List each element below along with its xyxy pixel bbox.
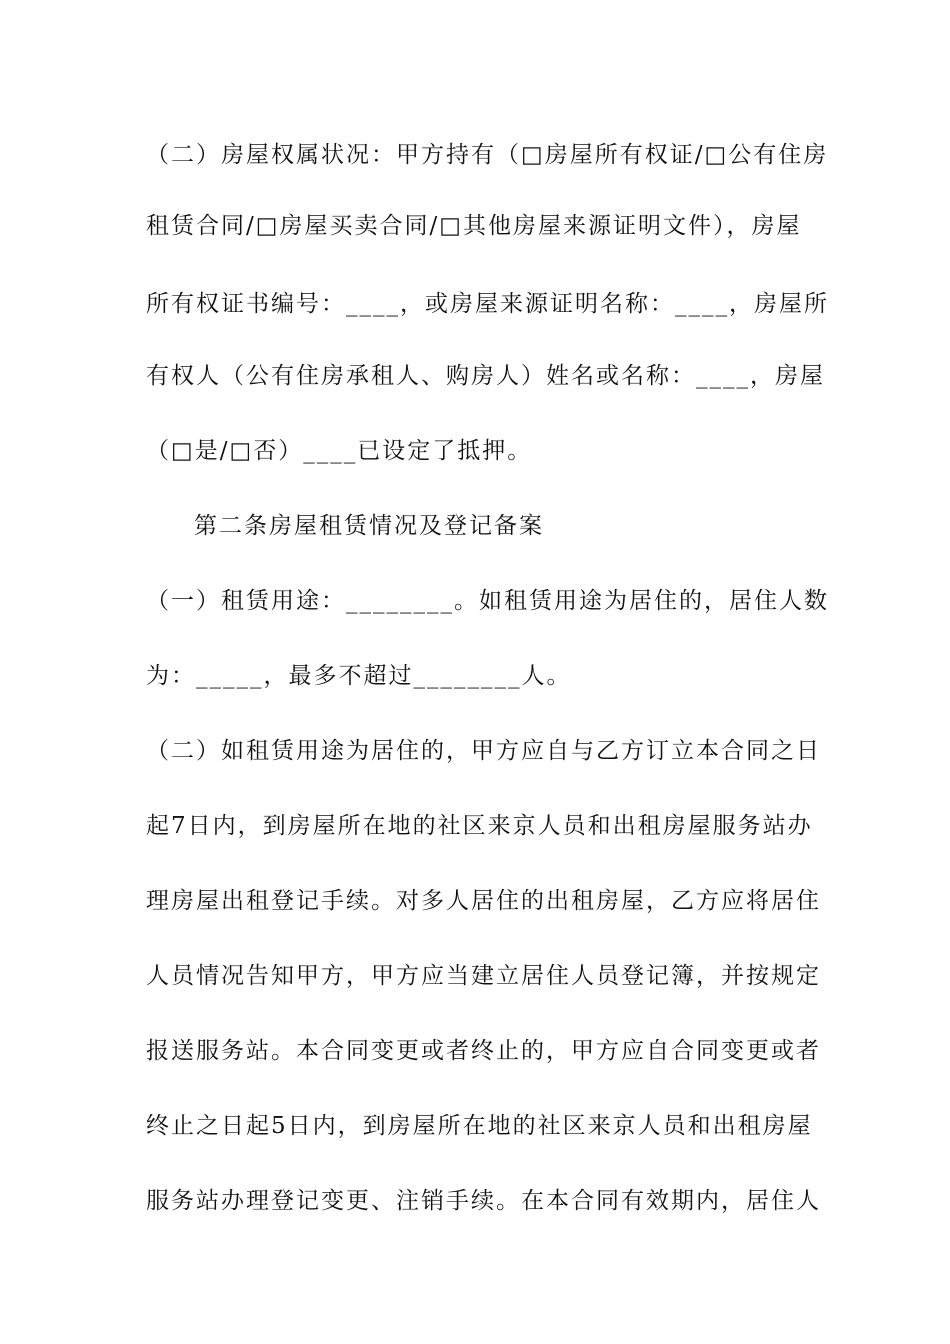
text-line-10: 起7日内，到房屋所在地的社区来京人员和出租房屋服务站办 — [146, 813, 813, 839]
text-line-13: 报送服务站。本合同变更或者终止的，甲方应自合同变更或者 — [146, 1038, 821, 1064]
text-line-14: 终止之日起5日内，到房屋所在地的社区来京人员和出租房屋 — [146, 1113, 813, 1139]
text-line-1: （二）房屋权属状况：甲方持有（□房屋所有权证/□公有住房 — [146, 142, 829, 168]
text-line-7: （一）租赁用途：________。如租赁用途为居住的，居住人数 — [146, 588, 829, 614]
text-line-12: 人员情况告知甲方，甲方应当建立居住人员登记簿，并按规定 — [146, 963, 821, 989]
text-line-11: 理房屋出租登记手续。对多人居住的出租房屋，乙方应将居住 — [146, 888, 821, 914]
text-line-9: （二）如租赁用途为居住的，甲方应自与乙方订立本合同之日 — [146, 738, 821, 764]
text-line-5: （□是/□否）____已设定了抵押。 — [146, 438, 533, 464]
text-line-8: 为：_____，最多不超过________人。 — [146, 663, 572, 689]
section-heading: 第二条房屋租赁情况及登记备案 — [194, 513, 544, 539]
text-line-4: 有权人（公有住房承租人、购房人）姓名或名称：____，房屋 — [146, 363, 825, 389]
text-line-3: 所有权证书编号：____，或房屋来源证明名称：____，房屋所 — [146, 291, 829, 317]
text-line-15: 服务站办理登记变更、注销手续。在本合同有效期内，居住人 — [146, 1188, 821, 1214]
text-line-2: 租赁合同/□房屋买卖合同/□其他房屋来源证明文件），房屋 — [146, 213, 802, 239]
